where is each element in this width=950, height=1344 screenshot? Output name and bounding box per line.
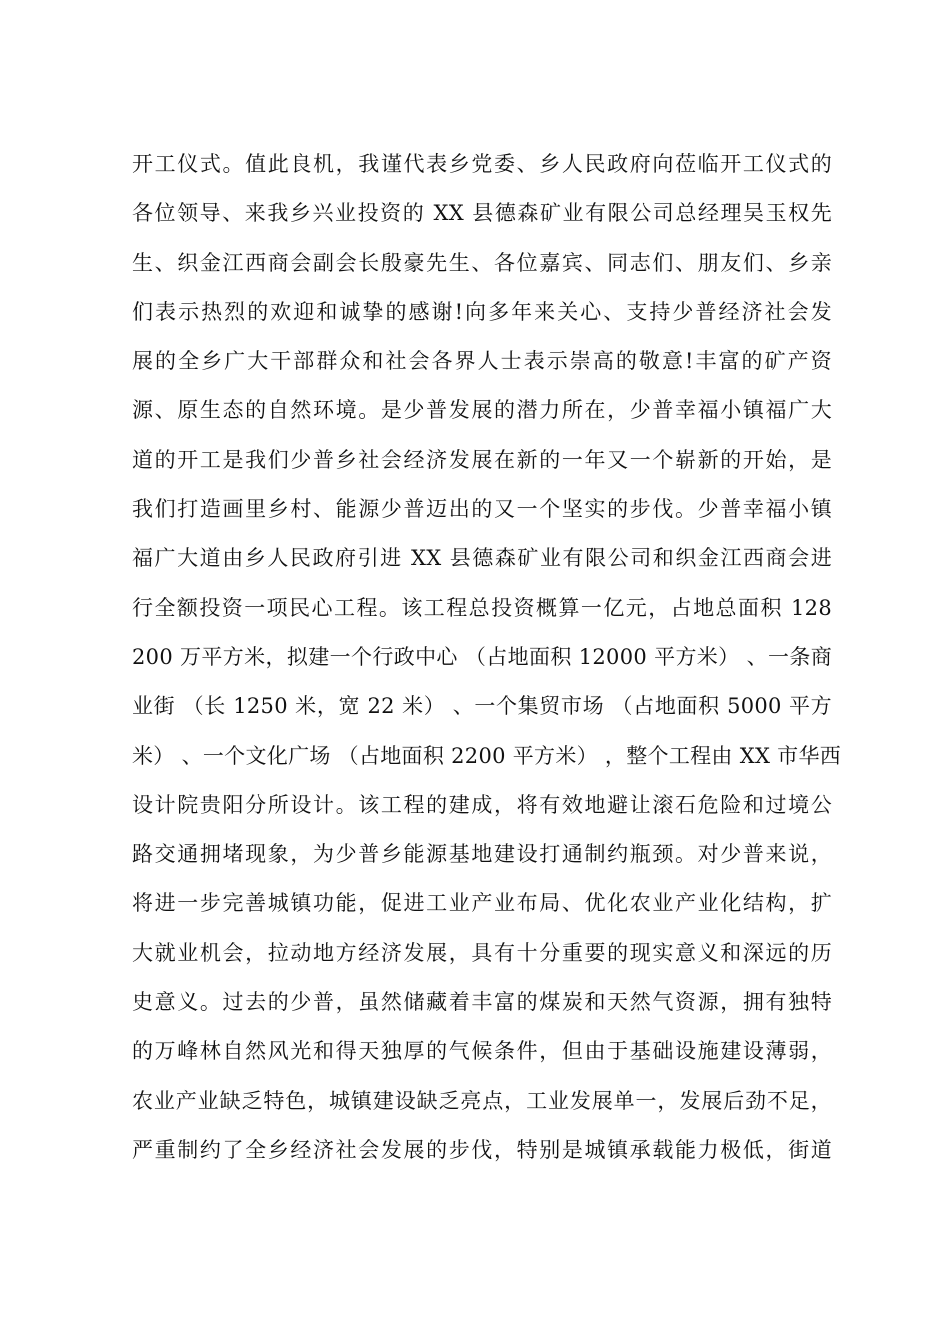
text-line: 的万峰林自然风光和得天独厚的气候条件，但由于基础设施建设薄弱， <box>132 1039 832 1064</box>
text-line: 史意义。过去的少普，虽然储藏着丰富的煤炭和天然气资源，拥有独特 <box>132 990 832 1015</box>
text-line: 大就业机会，拉动地方经济发展，具有十分重要的现实意义和深远的历 <box>132 940 832 965</box>
text-line: 展的全乡广大干部群众和社会各界人士表示崇高的敬意!丰富的矿产资 <box>132 349 832 374</box>
text-line: 米） 、一个文化广场 （占地面积 2200 平方米） ，整个工程由 XX 市华西 <box>132 743 842 768</box>
text-line: 设计院贵阳分所设计。该工程的建成，将有效地避让滚石危险和过境公 <box>132 792 832 817</box>
text-line: 将进一步完善城镇功能，促进工业产业布局、优化农业产业化结构，扩 <box>132 891 832 916</box>
text-line: 福广大道由乡人民政府引进 XX 县德森矿业有限公司和织金江西商会进 <box>132 546 832 571</box>
text-line: 业街 （长 1250 米，宽 22 米） 、一个集贸市场 （占地面积 5000 平方 <box>132 694 832 719</box>
text-line: 生、织金江西商会副会长殷豪先生、各位嘉宾、同志们、朋友们、乡亲 <box>132 250 832 275</box>
text-line: 路交通拥堵现象，为少普乡能源基地建设打通制约瓶颈。对少普来说， <box>132 842 832 867</box>
text-line: 各位领导、来我乡兴业投资的 XX 县德森矿业有限公司总经理吴玉权先 <box>132 201 832 226</box>
text-line: 我们打造画里乡村、能源少普迈出的又一个坚实的步伐。少普幸福小镇 <box>132 497 832 522</box>
text-line: 严重制约了全乡经济社会发展的步伐，特别是城镇承载能力极低，街道 <box>132 1137 832 1162</box>
text-line: 开工仪式。值此良机，我谨代表乡党委、乡人民政府向莅临开工仪式的 <box>132 152 832 176</box>
text-line: 们表示热烈的欢迎和诚挚的感谢!向多年来关心、支持少普经济社会发 <box>132 299 832 324</box>
text-line: 源、原生态的自然环境。是少普发展的潜力所在，少普幸福小镇福广大 <box>132 398 832 423</box>
text-line: 行全额投资一项民心工程。该工程总投资概算一亿元，占地总面积 128 <box>132 595 832 620</box>
text-line: 道的开工是我们少普乡社会经济发展在新的一年又一个崭新的开始，是 <box>132 447 832 472</box>
body-paragraph <box>132 140 842 1175</box>
text-line: 农业产业缺乏特色，城镇建设缺乏亮点，工业发展单一，发展后劲不足， <box>132 1088 832 1113</box>
text-line: 200 万平方米，拟建一个行政中心 （占地面积 12000 平方米） 、一条商 <box>132 644 832 669</box>
